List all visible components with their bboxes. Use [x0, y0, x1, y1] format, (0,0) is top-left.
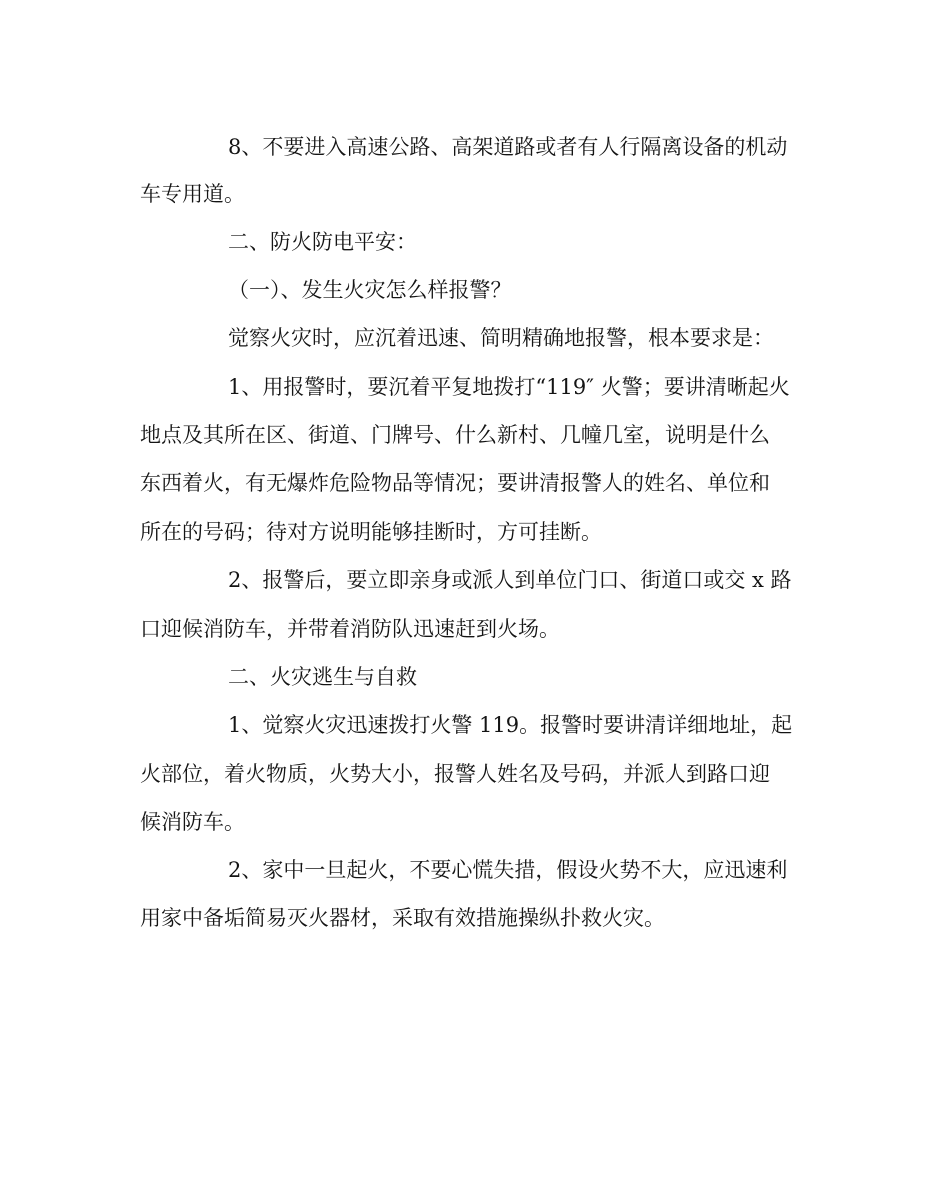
- paragraph-line: 用家中备垢简易灭火器材，采取有效措施操纵扑救火灾。: [140, 906, 665, 930]
- paragraph-line: 候消防车。: [140, 810, 245, 834]
- paragraph-line: 8、不要进入高速公路、高架道路或者有人行隔离设备的机动: [228, 135, 788, 159]
- paragraph-line: 所在的号码；待对方说明能够挂断时，方可挂断。: [140, 520, 602, 544]
- paragraph-line: 车专用道。: [140, 182, 245, 206]
- paragraph-line: 觉察火灾时，应沉着迅速、简明精确地报警，根本要求是：: [228, 326, 774, 350]
- section-heading: 二、火灾逃生与自救: [228, 665, 417, 689]
- paragraph-line: 2、家中一旦起火，不要心慌失措，假设火势不大，应迅速利: [228, 858, 788, 882]
- paragraph-line: 口迎候消防车，并带着消防队迅速赶到火场。: [140, 617, 560, 641]
- subsection-heading: （一）、发生火灾怎么样报警？: [228, 278, 512, 302]
- paragraph-line: 东西着火，有无爆炸危险物品等情况；要讲清报警人的姓名、单位和: [140, 471, 770, 495]
- paragraph-line: 火部位，着火物质，火势大小，报警人姓名及号码，并派人到路口迎: [140, 762, 770, 786]
- paragraph-line: 地点及其所在区、街道、门牌号、什么新村、几幢几室，说明是什么: [140, 423, 770, 447]
- paragraph-line: 2、报警后，要立即亲身或派人到单位门口、街道口或交 x 路: [228, 568, 792, 592]
- paragraph-line: 1、用报警时，要沉着平复地拨打“119″ 火警；要讲清晰起火: [228, 375, 790, 399]
- paragraph-line: 1、觉察火灾迅速拨打火警 119。报警时要讲清详细地址，起: [228, 713, 793, 737]
- section-heading: 二、防火防电平安：: [228, 230, 417, 254]
